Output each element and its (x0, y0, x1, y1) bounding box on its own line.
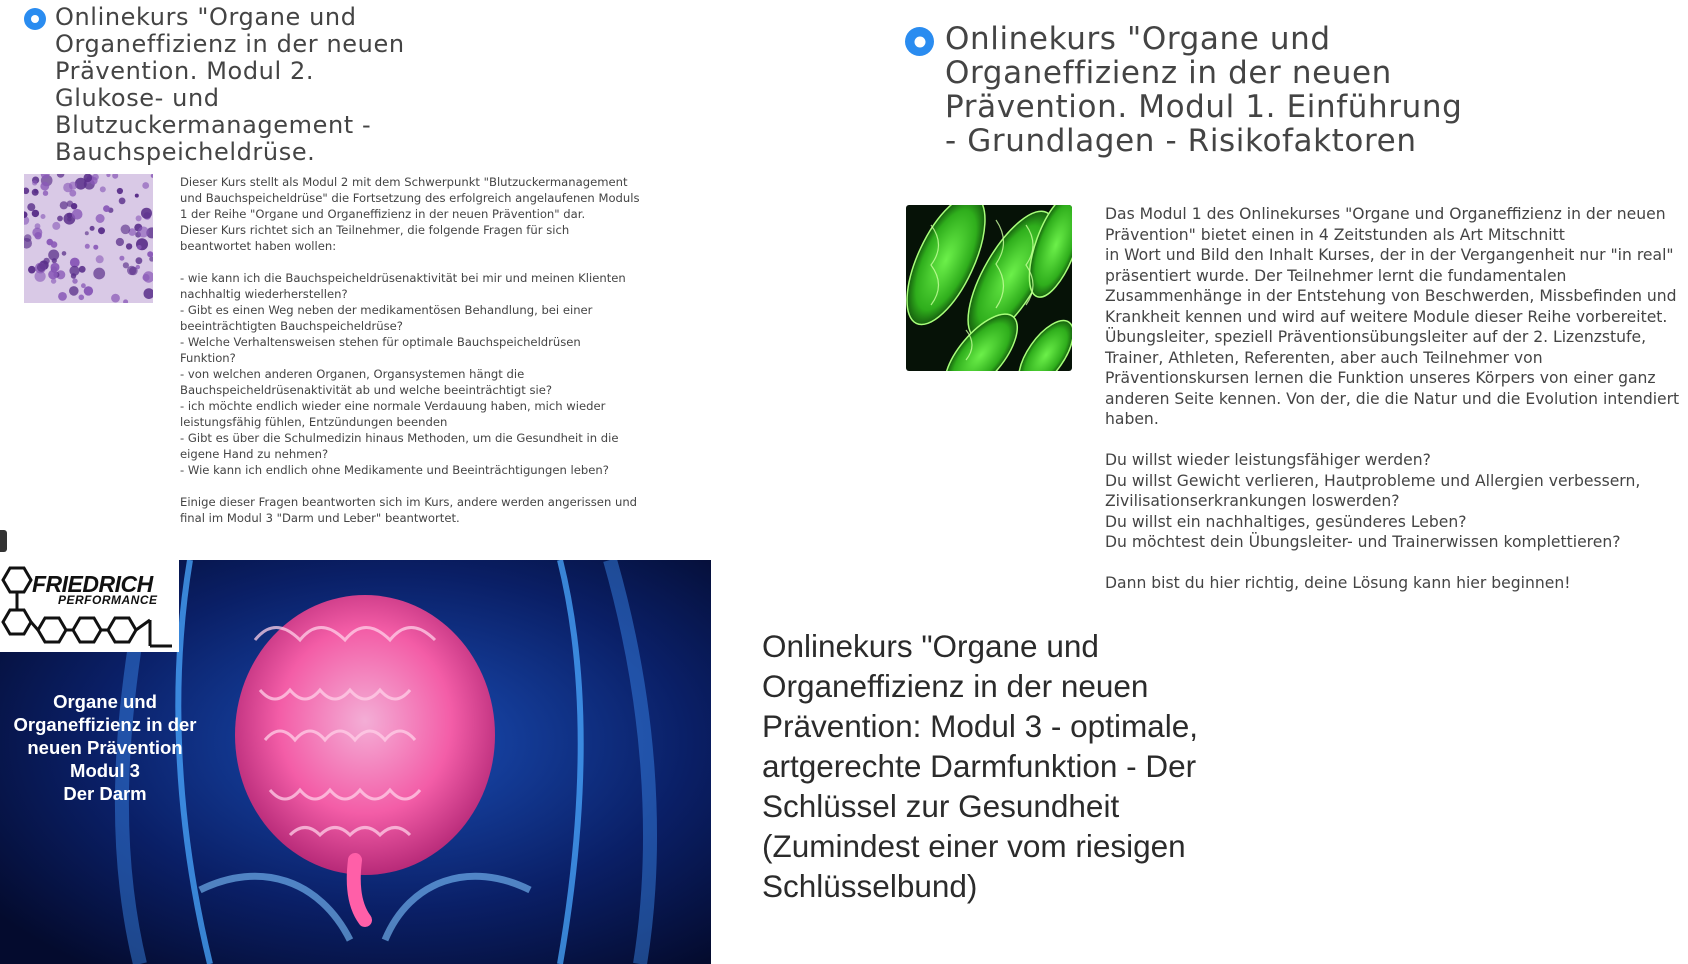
course-description-module2: Dieser Kurs stellt als Modul 2 mit dem Schwerpunkt "Blutzuckermanagement und Bauchspeicheldrüse" die Fortsetzung des erfolgreich angelaufenen Moduls 1 der Reihe "Organe und Organeffizienz in der neuen Prävention" dar. Dieser Kurs richtet sich an Teilnehmer, die folgende Fragen für sich beantwortet haben wollen: - wie kann ich die Bauchspeicheldrüsenaktivität bei mir und meinen Klienten nachhaltig wiederherstellen? - Gibt es einen Weg neben der medikamentösen Behandlung, bei einer beeinträchtigten Bauchspeicheldrüse? - Welche Verhaltensweisen stehen für optimale Bauchspeicheldrüsen Funktion? - von welchen anderen Organen, Organsystemen hängt die Bauchspeicheldrüsenaktivität ab und welche beeinträchtigt sie? - ich möchte endlich wieder eine normale Verdauung haben, mich wieder leistungsfähig fühlen, Entzündungen beenden - Gibt es über die Schulmedizin hinaus Methoden, um die Gesundheit in die eigene Hand zu nehmen? - Wie kann ich endlich ohne Medikamente und Beeinträchtigungen leben? Einige dieser Fragen beantworten sich im Kurs, andere werden angerissen und final im Modul 3 "Darm und Leber" beantwortet. (180, 175, 640, 525)
scroll-edge-marker (0, 530, 7, 552)
course-title-module1[interactable]: Onlinekurs "Organe und Organeffizienz in der neuen Prävention. Modul 1. Einführung - Grundlagen - Risikofaktoren (945, 21, 1463, 159)
friedrich-performance-logo (0, 560, 179, 652)
course-title-module3[interactable]: Onlinekurs "Organe und Organeffizienz in der neuen Prävention: Modul 3 - optimale, artgerechte Darmfunktion - Der Schlüssel zur Gesundheit (Zumindest einer vom riesigen Schlüsselbund) (762, 628, 1198, 904)
course-image-module3[interactable] (0, 560, 711, 964)
radio-selected-icon[interactable] (905, 27, 934, 56)
logo-wordmark: FRIEDRICH (32, 571, 153, 597)
mitochondria-thumbnail (906, 205, 1072, 371)
course-description-module1: Das Modul 1 des Onlinekurses "Organe und Organeffizienz in der neuen Prävention" bietet einen in 4 Zeitstunden als Art Mitschnitt in Wort und Bild den Inhalt Kurses, der in der Vergangenheit nur "in real" präsentiert wurde. Der Teilnehmer lernt die fundamentalen Zusammenhänge in der Entstehung von Beschwerden, Missbefinden und Krankheit kennen und wird auf weitere Module dieser Reihe vorbereitet. Übungsleiter, speziell Präventionsübungsleiter auf der 2. Lizenzstufe, Trainer, Athleten, Referenten, aber auch Teilnehmer von Präventionskursen lernen die Funktion unseres Körpers von einer ganz anderen Seite kennen. Von der, die die Natur und die Evolution intendiert haben. Du willst wieder leistungsfähiger werden? Du willst Gewicht verlieren, Hautprobleme und Allergien verbessern, Zivilisationserkrankungen loswerden? Du willst ein nachhaltiges, gesünderes Leben? Du möchtest dein Übungsleiter- und Trainerwissen komplettieren? Dann bist du hier richtig, deine Lösung kann hier beginnen! (1105, 205, 1680, 592)
radio-selected-icon[interactable] (24, 8, 46, 30)
logo-subline: PERFORMANCE (58, 593, 158, 607)
pancreas-cells-thumbnail (24, 174, 153, 303)
course-title-module2[interactable]: Onlinekurs "Organe und Organeffizienz in der neuen Prävention. Modul 2. Glukose- und Blutzuckermanagement - Bauchspeicheldrüse. (55, 3, 405, 166)
course-image-caption: Organe und Organeffizienz in der neuen Prävention Modul 3 Der Darm (13, 691, 197, 804)
